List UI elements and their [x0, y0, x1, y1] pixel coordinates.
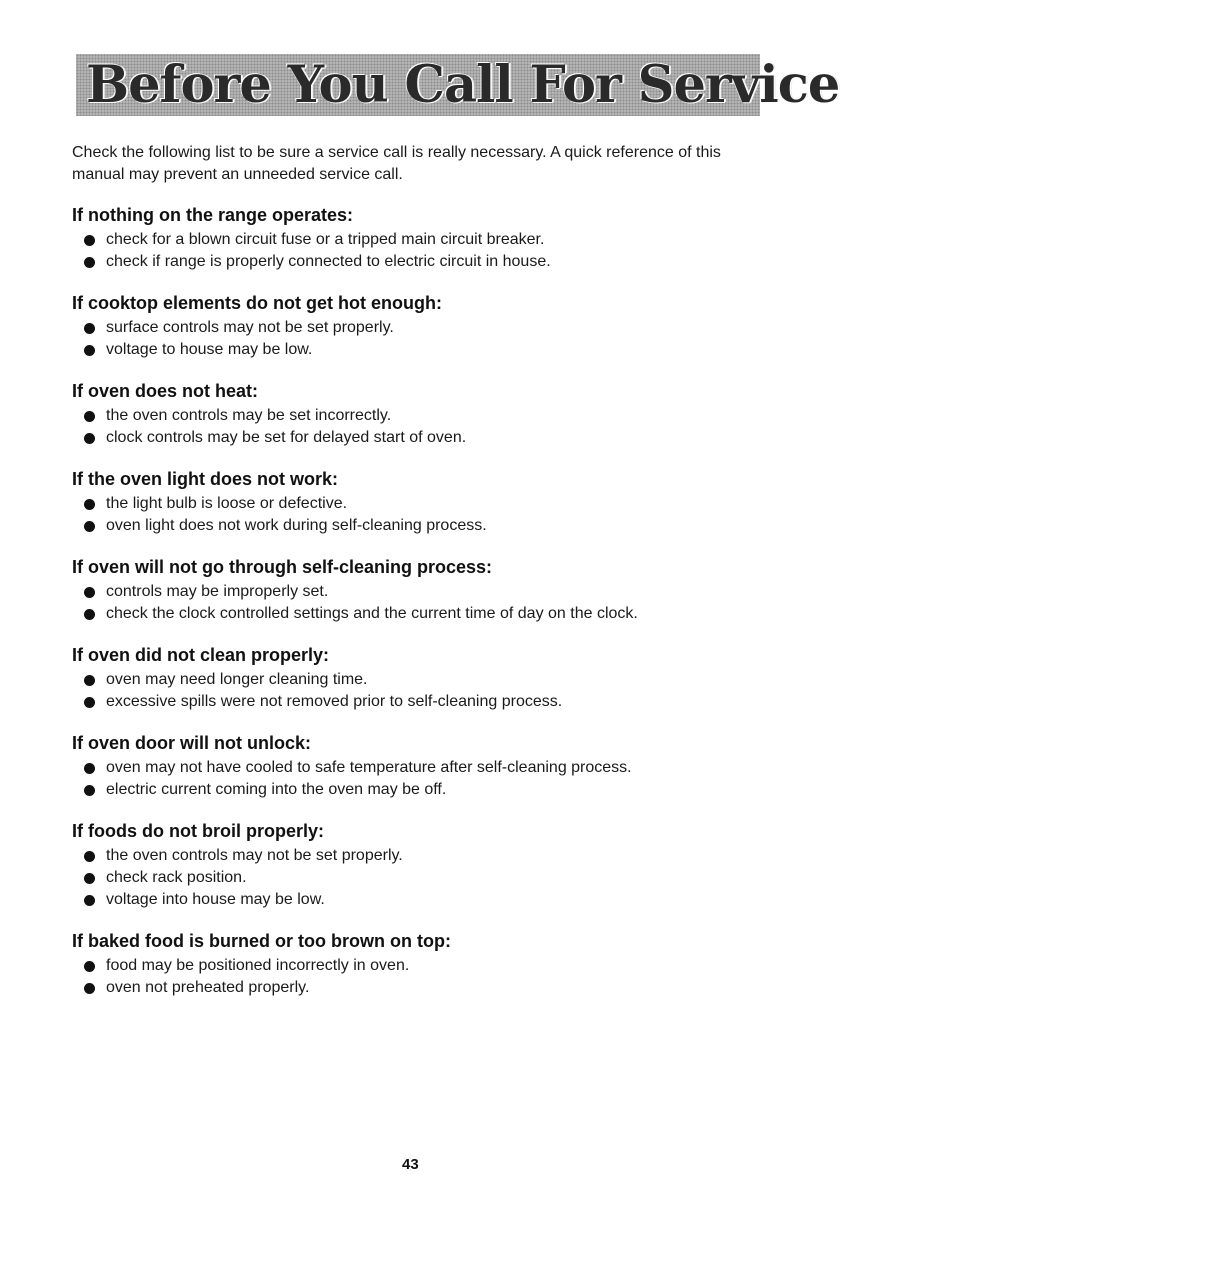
list-item-text: oven light does not work during self-cleaning process. — [106, 517, 487, 534]
bullet-list — [72, 493, 772, 537]
list-item — [84, 889, 772, 911]
list-item — [84, 955, 772, 977]
intro-paragraph: Check the following list to be sure a service call is really necessary. A quick reference of this manual may prevent an unneeded service call. — [72, 144, 721, 183]
section-heading: If the oven light does not work: — [72, 469, 339, 489]
troubleshooting-section — [72, 468, 772, 537]
list-item — [84, 317, 772, 339]
bullet-icon — [84, 411, 95, 422]
list-item-text: oven not preheated properly. — [106, 979, 310, 996]
bullet-icon — [84, 323, 95, 334]
list-item-text: voltage into house may be low. — [106, 891, 325, 908]
bullet-icon — [84, 235, 95, 246]
section-heading: If baked food is burned or too brown on top: — [72, 931, 451, 951]
list-item-text: controls may be improperly set. — [106, 583, 329, 600]
list-item-text: check for a blown circuit fuse or a tripped main circuit breaker. — [106, 231, 545, 248]
bullet-list — [72, 845, 772, 911]
bullet-icon — [84, 895, 95, 906]
section-heading: If oven does not heat: — [72, 381, 259, 401]
list-item — [84, 515, 772, 537]
list-item-text: oven may not have cooled to safe temperature after self-cleaning process. — [106, 759, 632, 776]
list-item-text: voltage to house may be low. — [106, 341, 313, 358]
bullet-list — [72, 955, 772, 999]
list-item-text: food may be positioned incorrectly in oven. — [106, 957, 410, 974]
list-item — [84, 229, 772, 251]
troubleshooting-section — [72, 204, 772, 273]
troubleshooting-section — [72, 380, 772, 449]
list-item — [84, 691, 772, 713]
list-item — [84, 339, 772, 361]
bullet-icon — [84, 763, 95, 774]
troubleshooting-section — [72, 732, 772, 801]
bullet-icon — [84, 499, 95, 510]
bullet-icon — [84, 587, 95, 598]
bullet-icon — [84, 521, 95, 532]
troubleshooting-section — [72, 556, 772, 625]
bullet-icon — [84, 785, 95, 796]
bullet-icon — [84, 983, 95, 994]
bullet-icon — [84, 697, 95, 708]
troubleshooting-section — [72, 292, 772, 361]
list-item-text: check the clock controlled settings and the current time of day on the clock. — [106, 605, 638, 622]
bullet-icon — [84, 873, 95, 884]
list-item-text: electric current coming into the oven may be off. — [106, 781, 447, 798]
list-item-text: clock controls may be set for delayed start of oven. — [106, 429, 467, 446]
list-item-text: the oven controls may not be set properly. — [106, 847, 403, 864]
troubleshooting-sections — [72, 204, 772, 1018]
section-heading: If nothing on the range operates: — [72, 205, 354, 225]
list-item-text: check if range is properly connected to electric circuit in house. — [106, 253, 551, 270]
bullet-list — [72, 757, 772, 801]
bullet-icon — [84, 961, 95, 972]
list-item — [84, 867, 772, 889]
troubleshooting-section — [72, 930, 772, 999]
troubleshooting-section — [72, 820, 772, 911]
list-item — [84, 493, 772, 515]
bullet-icon — [84, 851, 95, 862]
bullet-list — [72, 229, 772, 273]
bullet-list — [72, 317, 772, 361]
list-item-text: the oven controls may be set incorrectly. — [106, 407, 392, 424]
list-item — [84, 977, 772, 999]
list-item — [84, 251, 772, 273]
section-heading: If oven door will not unlock: — [72, 733, 311, 753]
list-item — [84, 779, 772, 801]
troubleshooting-section — [72, 644, 772, 713]
list-item-text: oven may need longer cleaning time. — [106, 671, 368, 688]
section-heading: If oven will not go through self-cleaning process: — [72, 557, 493, 577]
list-item — [84, 427, 772, 449]
bullet-icon — [84, 345, 95, 356]
list-item — [84, 603, 772, 625]
list-item — [84, 581, 772, 603]
bullet-icon — [84, 257, 95, 268]
bullet-icon — [84, 609, 95, 620]
page-title: Before You Call For Service — [86, 55, 840, 115]
list-item — [84, 757, 772, 779]
list-item-text: excessive spills were not removed prior to self-cleaning process. — [106, 693, 563, 710]
list-item-text: check rack position. — [106, 869, 247, 886]
list-item-text: surface controls may not be set properly. — [106, 319, 394, 336]
list-item — [84, 669, 772, 691]
list-item — [84, 845, 772, 867]
bullet-icon — [84, 433, 95, 444]
section-heading: If cooktop elements do not get hot enough: — [72, 293, 442, 313]
list-item-text: the light bulb is loose or defective. — [106, 495, 348, 512]
bullet-list — [72, 669, 772, 713]
section-heading: If oven did not clean properly: — [72, 645, 330, 665]
bullet-list — [72, 405, 772, 449]
bullet-list — [72, 581, 772, 625]
section-heading: If foods do not broil properly: — [72, 821, 324, 841]
bullet-icon — [84, 675, 95, 686]
title-banner — [76, 54, 840, 116]
list-item — [84, 405, 772, 427]
page-number: 43 — [402, 1156, 419, 1173]
